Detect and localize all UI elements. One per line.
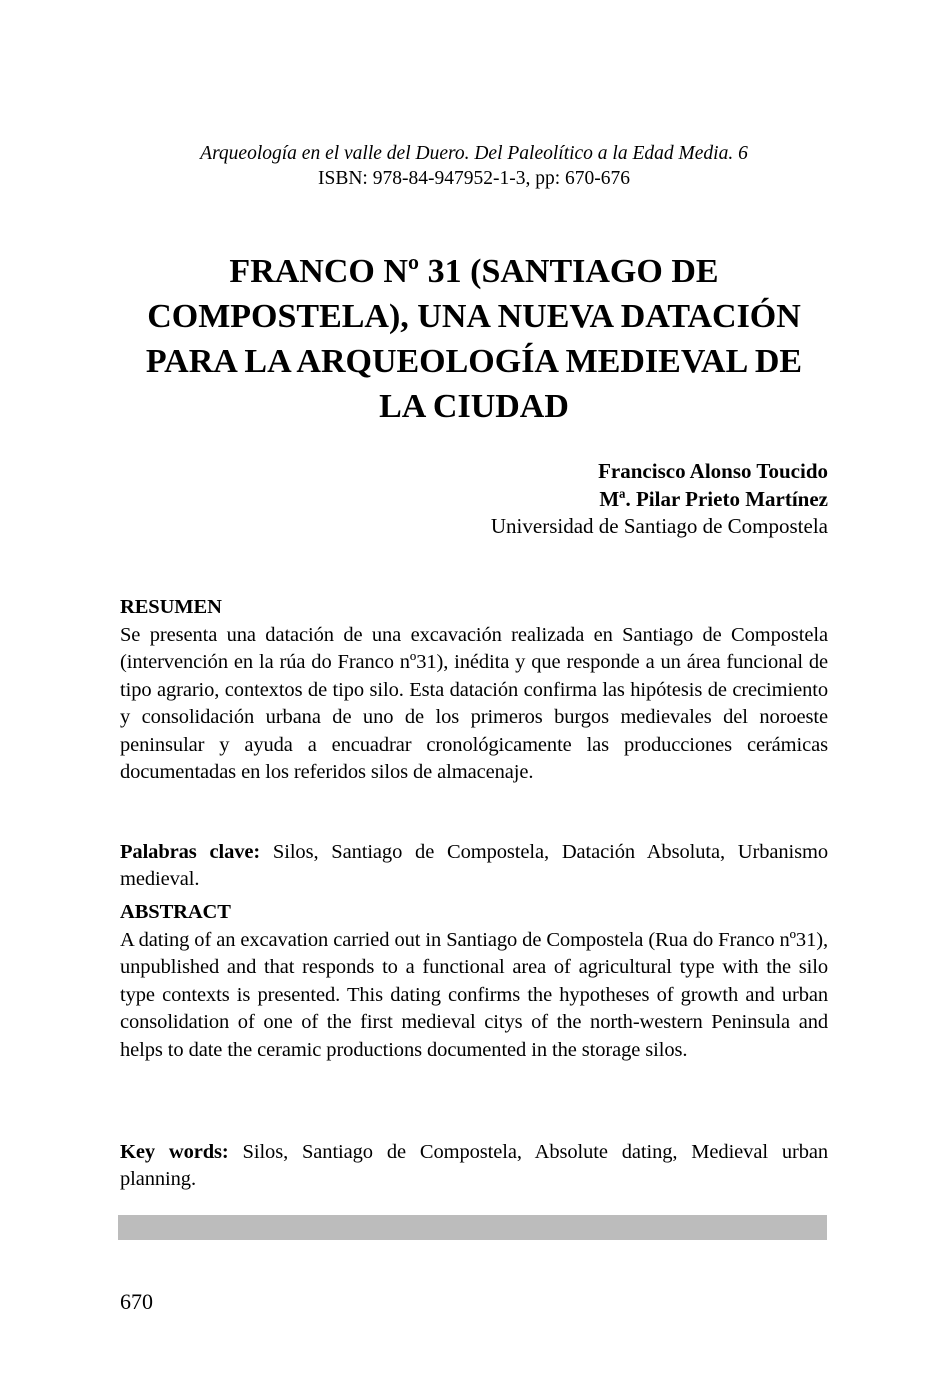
resumen-body: Se presenta una datación de una excavación realizada en Santiago de Compostela (intervención en la rúa do Franco nº31), inédita y que responde a un área funcional de tipo agrario, contextos de tipo silo. Esta datación confirma las hipótesis de crecimiento y consolidación urbana de uno de los primeros burgos medievales del noroeste peninsular y ayuda a encuadrar cronológicamente las producciones cerámicas documentadas en los referidos silos de almacenaje. <box>120 623 828 783</box>
abstract-heading: ABSTRACT <box>120 901 231 923</box>
resumen-heading: RESUMEN <box>120 596 222 618</box>
article-title-line: FRANCO Nº 31 (SANTIAGO DE <box>229 253 719 290</box>
palabras-clave <box>120 839 828 894</box>
palabras-clave-label: Palabras clave: <box>120 840 261 863</box>
abstract-section <box>120 899 828 1064</box>
key-words-list: Silos, Santiago de Compostela, Absolute dating, Medieval urban planning. <box>120 1140 828 1190</box>
key-words <box>120 1139 828 1194</box>
key-words-label: Key words: <box>120 1140 229 1163</box>
page-number: 670 <box>120 1289 153 1314</box>
isbn-line: ISBN: 978-84-947952-1-3, pp: 670-676 <box>318 168 630 189</box>
article-title-line: LA CIUDAD <box>379 388 569 425</box>
series-title: Arqueología en el valle del Duero. Del Paleolítico a la Edad Media. 6 <box>200 143 748 164</box>
abstract-body: A dating of an excavation carried out in Santiago de Compostela (Rua do Franco nº31), unpublished and that responds to a functional area of agricultural type with the silo type contexts is presented. This dating confirms the hypotheses of growth and urban consolidation of one of the first medieval citys of the north-western Peninsula and helps to date the ceramic productions documented in the storage silos. <box>120 928 828 1061</box>
series-header <box>120 141 828 191</box>
article-title <box>120 249 828 429</box>
footer-divider-bar <box>118 1215 827 1240</box>
resumen-section <box>120 594 828 787</box>
author-name: Mª. Pilar Prieto Martínez <box>599 486 828 511</box>
authors-block <box>120 458 828 541</box>
author-affiliation: Universidad de Santiago de Compostela <box>490 514 828 538</box>
palabras-clave-list: Silos, Santiago de Compostela, Datación Absoluta, Urbanismo medieval. <box>120 840 828 890</box>
article-title-line: PARA LA ARQUEOLOGÍA MEDIEVAL DE <box>145 343 803 380</box>
article-title-line: COMPOSTELA), UNA NUEVA DATACIÓN <box>147 298 801 335</box>
author-name: Francisco Alonso Toucido <box>598 459 828 483</box>
